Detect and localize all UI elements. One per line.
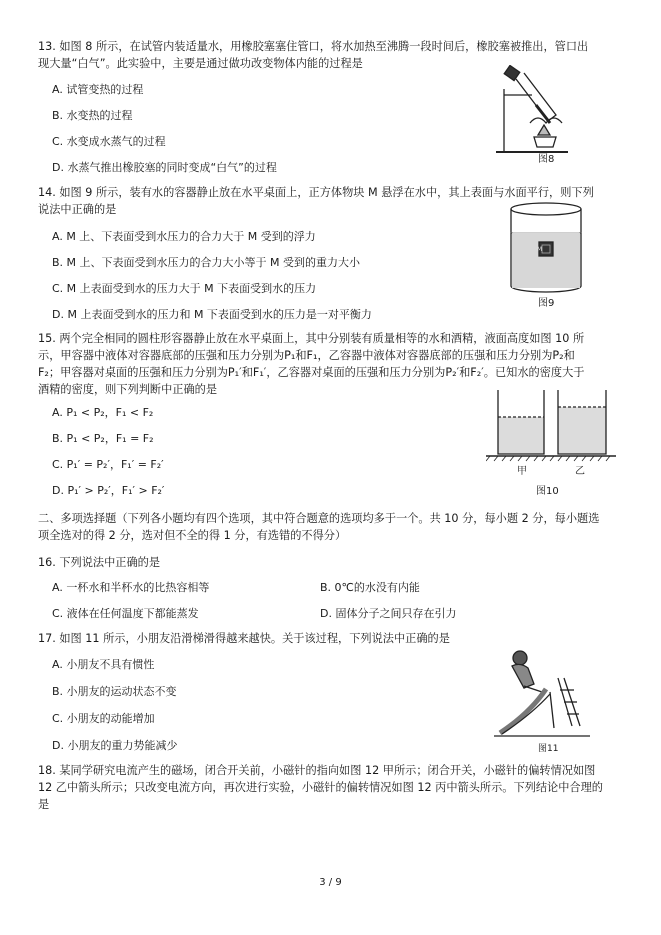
page-number: 3 / 9: [319, 877, 342, 888]
figure-11-slide-illustration: [494, 648, 594, 740]
q14-option-b: B. M 上、下表面受到水压力的合力大小等于 M 受到的重力大小: [52, 256, 361, 269]
q16-option-a: A. 一杯水和半杯水的比热容相等: [52, 581, 210, 594]
q14-block-label: M: [537, 246, 543, 253]
q13-stem-line2: 现大量“白气”。此实验中，主要是通过做功改变物体内能的过程是: [38, 57, 363, 70]
q14-option-a: A. M 上、下表面受到水压力的合力大于 M 受到的浮力: [52, 230, 316, 243]
q16-option-c: C. 液体在任何温度下都能蒸发: [52, 607, 199, 620]
q15-stem-line2: 示，甲容器中液体对容器底部的压强和压力分别为P₁和F₁，乙容器中液体对容器底部的压强和压力分别为P₂和: [38, 349, 575, 362]
q15-stem-line4: 酒精的密度，则下列判断中正确的是: [38, 383, 218, 396]
q14-stem-line2: 说法中正确的是: [38, 203, 117, 216]
q17-stem: 17. 如图 11 所示，小朋友沿滑梯滑得越来越快。关于该过程，下列说法中正确的是: [38, 632, 450, 645]
q16-stem: 16. 下列说法中正确的是: [38, 556, 161, 569]
figure-10-two-containers: [486, 388, 616, 468]
figure-9-container-with-block: [506, 200, 586, 296]
q13-stem-line1: 13. 如图 8 所示，在试管内装适量水，用橡胶塞塞住管口，将水加热至沸腾一段时间后，橡胶塞被推出，管口出: [38, 40, 589, 53]
q15-figure-caption: 图10: [536, 486, 559, 497]
q15-option-d: D. P₁′ > P₂′，F₁′ > F₂′: [52, 484, 165, 497]
q13-option-a: A. 试管变热的过程: [52, 83, 144, 96]
q17-option-a: A. 小朋友不具有惯性: [52, 658, 155, 671]
section2-heading-line2: 项全选对的得 2 分，选对但不全的得 1 分，有选错的不得分）: [38, 529, 347, 542]
q15-option-a: A. P₁ < P₂，F₁ < F₂: [52, 406, 154, 419]
q15-option-c: C. P₁′ = P₂′，F₁′ = F₂′: [52, 458, 164, 471]
q17-option-c: C. 小朋友的动能增加: [52, 712, 155, 725]
q15-stem-line3: F₂；甲容器对桌面的压强和压力分别为P₁′和F₁′，乙容器对桌面的压强和压力分别为P₂′和F₂′。已知水的密度大于: [38, 366, 585, 379]
q18-stem-line1: 18. 某同学研究电流产生的磁场，闭合开关前，小磁针的指向如图 12 甲所示；闭合开关，小磁针的偏转情况如图: [38, 764, 596, 777]
q15-label-yi: 乙: [575, 466, 585, 477]
q14-option-c: C. M 上表面受到水的压力大于 M 下表面受到水的压力: [52, 282, 317, 295]
q16-option-b: B. 0℃的水没有内能: [320, 581, 420, 594]
q16-option-d: D. 固体分子之间只存在引力: [320, 607, 457, 620]
q13-option-d: D. 水蒸气推出橡胶塞的同时变成“白气”的过程: [52, 161, 277, 174]
q18-stem-line3: 是: [38, 798, 50, 811]
q14-figure-caption: 图9: [538, 298, 555, 309]
q15-label-jia: 甲: [517, 466, 527, 477]
q14-option-d: D. M 上表面受到水的压力和 M 下表面受到水的压力是一对平衡力: [52, 308, 372, 321]
q17-option-b: B. 小朋友的运动状态不变: [52, 685, 177, 698]
q13-figure-caption: 图8: [538, 154, 555, 165]
q14-stem-line1: 14. 如图 9 所示，装有水的容器静止放在水平桌面上，正方体物块 M 悬浮在水中，其上表面与水面平行，则下列: [38, 186, 594, 199]
q17-option-d: D. 小朋友的重力势能减少: [52, 739, 178, 752]
section2-heading-line1: 二、多项选择题（下列各小题均有四个选项，其中符合题意的选项均多于一个。共 10 分，每小题 2 分，每小题选: [38, 512, 600, 525]
q15-option-b: B. P₁ < P₂，F₁ = F₂: [52, 432, 154, 445]
figure-8-test-tube-illustration: [496, 65, 576, 160]
q15-stem-line1: 15. 两个完全相同的圆柱形容器静止放在水平桌面上，其中分别装有质量相等的水和酒精，液面高度如图 10 所: [38, 332, 585, 345]
q13-option-b: B. 水变热的过程: [52, 109, 133, 122]
q17-figure-caption: 图11: [538, 744, 559, 754]
q13-option-c: C. 水变成水蒸气的过程: [52, 135, 166, 148]
q18-stem-line2: 12 乙中箭头所示；只改变电流方向，再次进行实验，小磁针的偏转情况如图 12 丙中箭头所示。下列结论中合理的: [38, 781, 603, 794]
